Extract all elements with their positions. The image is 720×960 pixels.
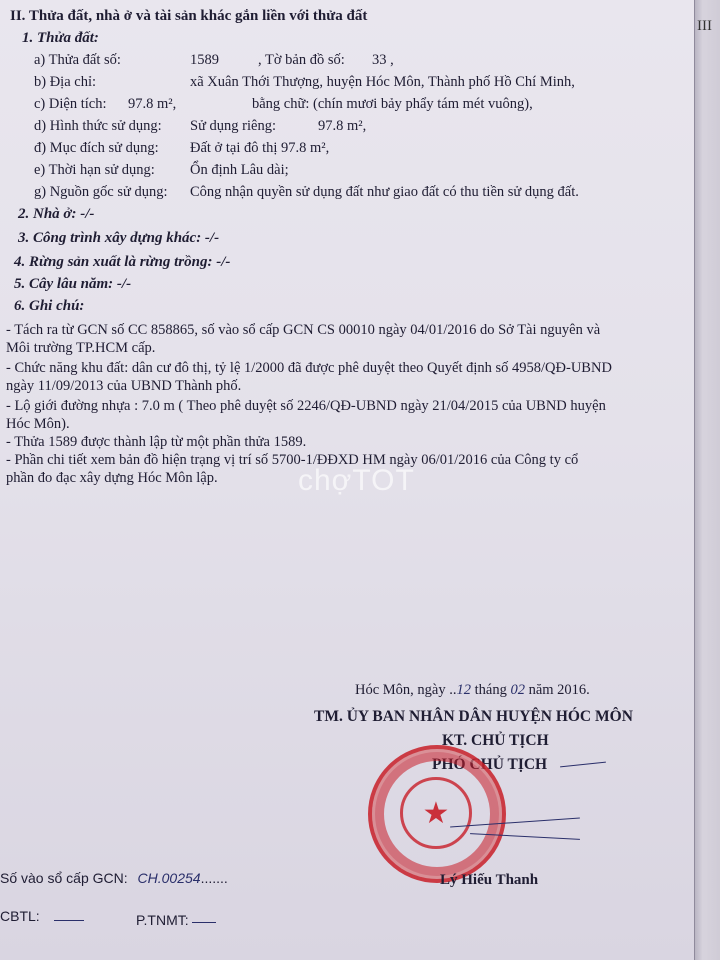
usage-form-label: d) Hình thức sử dụng: [34,118,162,134]
watermark-logo: chợTOT [298,464,415,497]
map-sheet-value: 33 , [372,52,394,68]
usage-form-value: Sử dụng riêng: [190,118,276,134]
origin-value: Công nhận quyền sử dụng đất như giao đất có thu tiền sử dụng đất. [190,184,579,200]
cbtl-field [0,908,40,924]
note-line: - Thửa 1589 được thành lập từ một phần thửa 1589. [6,434,307,450]
address-value: xã Xuân Thới Thượng, huyện Hóc Môn, Thành phố Hồ Chí Minh, [190,74,575,90]
origin-label: g) Nguồn gốc sử dụng: [34,184,168,200]
date-year: năm 2016. [524,682,590,698]
cbtl-label: CBTL: [0,908,40,924]
note-line: - Phần chi tiết xem bản đồ hiện trạng vị trí số 5700-1/ĐĐXD HM ngày 06/01/2016 của Công ty cổ [6,452,579,468]
parcel-number-label: a) Thửa đất số: [34,52,121,68]
pnmt-label: P.TNMT: [136,912,189,928]
plantation-forest-section: 4. Rừng sản xuất là rừng trồng: -/- [14,254,231,270]
signer-name: Lý Hiếu Thanh [440,872,539,888]
parcel-title: 1. Thửa đất: [22,30,99,46]
note-line: - Tách ra từ GCN số CC 858865, số vào sổ cấp GCN CS 00010 ngày 04/01/2016 do Sở Tài nguyên và [6,322,601,338]
date-month-label: tháng [471,682,511,698]
note-line: Hóc Môn). [6,416,70,432]
usage-term-label: e) Thời hạn sử dụng: [34,162,155,178]
area-value: 97.8 m², [128,96,177,112]
address-label: b) Địa chỉ: [34,74,97,90]
usage-form-area: 97.8 m², [318,118,367,134]
section-header: II. Thửa đất, nhà ở và tài sản khác gắn liền với thửa đất [10,8,368,24]
usage-purpose-label: đ) Mục đích sử dụng: [34,140,159,156]
note-line: ngày 11/09/2013 của UBND Thành phố. [6,378,242,394]
next-page-label: III [697,18,712,34]
other-construction-section: 3. Công trình xây dựng khác: -/- [18,230,220,246]
registration-number [0,870,228,886]
perennial-trees-section: 5. Cây lâu năm: -/- [14,276,132,292]
map-sheet-label: , Tờ bản đồ số: [258,52,345,68]
date-month: 02 [510,682,525,698]
issue-date [355,682,590,699]
usage-purpose-value: Đất ở tại đô thị 97.8 m², [190,140,330,156]
parcel-number-value: 1589 [190,52,219,68]
house-section: 2. Nhà ở: -/- [18,206,95,222]
registration-dots: ....... [200,870,228,886]
area-label: c) Diện tích: [34,96,107,112]
cbtl-initials [54,920,84,921]
vice-chairman-line: PHÓ CHỦ TỊCH [432,756,548,773]
registration-label: Số vào sổ cấp GCN: [0,870,128,886]
star-emblem-icon: ★ [400,777,472,849]
area-in-words: bằng chữ: (chín mươi bảy phẩy tám mét vuông), [252,96,533,112]
authority-line: TM. ỦY BAN NHÂN DÂN HUYỆN HÓC MÔN [314,708,633,725]
note-line: - Chức năng khu đất: dân cư đô thị, tỷ lệ 1/2000 đã được phê duyệt theo Quyết định số 4958/QĐ-UBND [6,360,612,376]
usage-term-value: Ổn định Lâu dài; [190,162,289,178]
next-page-edge [694,0,720,960]
official-seal [368,745,506,883]
date-day: 12 [456,682,471,698]
note-line: Môi trường TP.HCM cấp. [6,340,156,356]
notes-title: 6. Ghi chú: [14,298,85,314]
date-prefix: Hóc Môn, ngày .. [355,682,457,698]
chairman-line: KT. CHỦ TỊCH [442,732,549,749]
note-line: phần đo đạc xây dựng Hóc Môn lập. [6,470,218,486]
note-line: - Lộ giới đường nhựa : 7.0 m ( Theo phê duyệt số 2246/QĐ-UBND ngày 21/04/2015 của UBND huyện [6,398,606,414]
pnmt-field [136,912,189,928]
pnmt-initials [192,922,216,923]
registration-value: CH.00254 [137,870,201,886]
